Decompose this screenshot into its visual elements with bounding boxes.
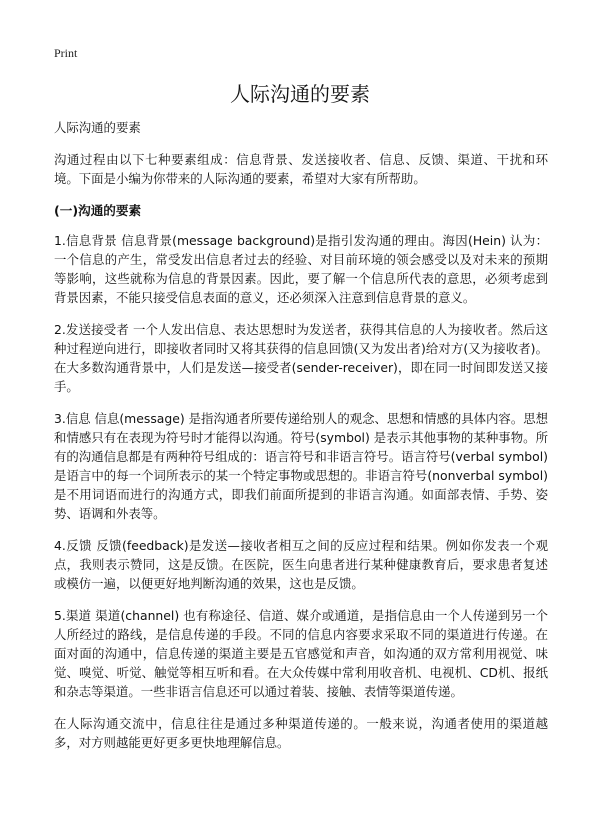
article-body bbox=[54, 118, 548, 765]
section-heading: (一)沟通的要素 bbox=[54, 203, 142, 218]
paragraph-conclusion: 在人际沟通交流中，信息往往是通过多种渠道传递的。一般来说，沟通者使用的渠道越多，对方则越能更好更多更快地理解信息。 bbox=[54, 716, 548, 750]
intro-paragraph: 沟通过程由以下七种要素组成：信息背景、发送接收者、信息、反馈、渠道、干扰和环境。下面是小编为你带来的人际沟通的要素，希望对大家有所帮助。 bbox=[54, 152, 548, 186]
paragraph-background: 1.信息背景 信息背景(message background)是指引发沟通的理由。海因(Hein) 认为：一个信息的产生，常受发出信息者过去的经验、对目前环境的领会感受以及对未来的预期等影响，这些就称为信息的背景因素。因此，要了解一个信息所代表的意思，必须考虑到背景因素，不能只接受信息表面的意义，还必须深入注意到信息背景的意义。 bbox=[54, 233, 548, 305]
article-subtitle: 人际沟通的要素 bbox=[54, 120, 141, 135]
paragraph-feedback: 4.反馈 反馈(feedback)是发送—接收者相互之间的反应过程和结果。例如你发表一个观点，我则表示赞同，这是反馈。在医院，医生向患者进行某种健康教育后，要求患者复述或模仿一遍，以便更好地判断沟通的效果，这也是反馈。 bbox=[54, 538, 548, 591]
paragraph-channel: 5.渠道 渠道(channel) 也有称途径、信道、媒介或通道，是指信息由一个人传递到另一个人所经过的路线，是信息传递的手段。不同的信息内容要求采取不同的渠道进行传递。在面对面的沟通中，信息传递的渠道主要是五官感觉和声音，如沟通的双方常利用视觉、味觉、嗅觉、听觉、触觉等相互听和看。在大众传媒中常利用收音机、电视机、CD机、报纸和杂志等渠道。一些非语言信息还可以通过着装、接触、表情等渠道传递。 bbox=[54, 608, 548, 699]
print-link[interactable]: Print bbox=[54, 46, 78, 60]
article-title: 人际沟通的要素 bbox=[230, 82, 370, 106]
paragraph-message: 3.信息 信息(message) 是指沟通者所要传递给别人的观念、思想和情感的具体内容。思想和情感只有在表现为符号时才能得以沟通。符号(symbol) 是表示其他事物的某种事物。所有的沟通信息都是有两种符号组成的：语言符号和非语言符号。语言符号(verbal symbol) 是语言中的每一个词所表示的某一个特定事物或思想的。非语言符号(nonverbal symbol) 是不用词语而进行的沟通方式，即我们前面所提到的非语言沟通。如面部表情、手势、姿势、语调和外表等。 bbox=[54, 411, 548, 521]
paragraph-sender-receiver: 2.发送接受者 一个人发出信息、表达思想时为发送者，获得其信息的人为接收者。然后这种过程逆向进行，即接收者同时又将其获得的信息回馈(又为发出者)给对方(又为接收者)。在大多数沟通背景中，人们是发送—接受者(sender-receiver)，即在同一时间即发送又接手。 bbox=[54, 322, 548, 394]
